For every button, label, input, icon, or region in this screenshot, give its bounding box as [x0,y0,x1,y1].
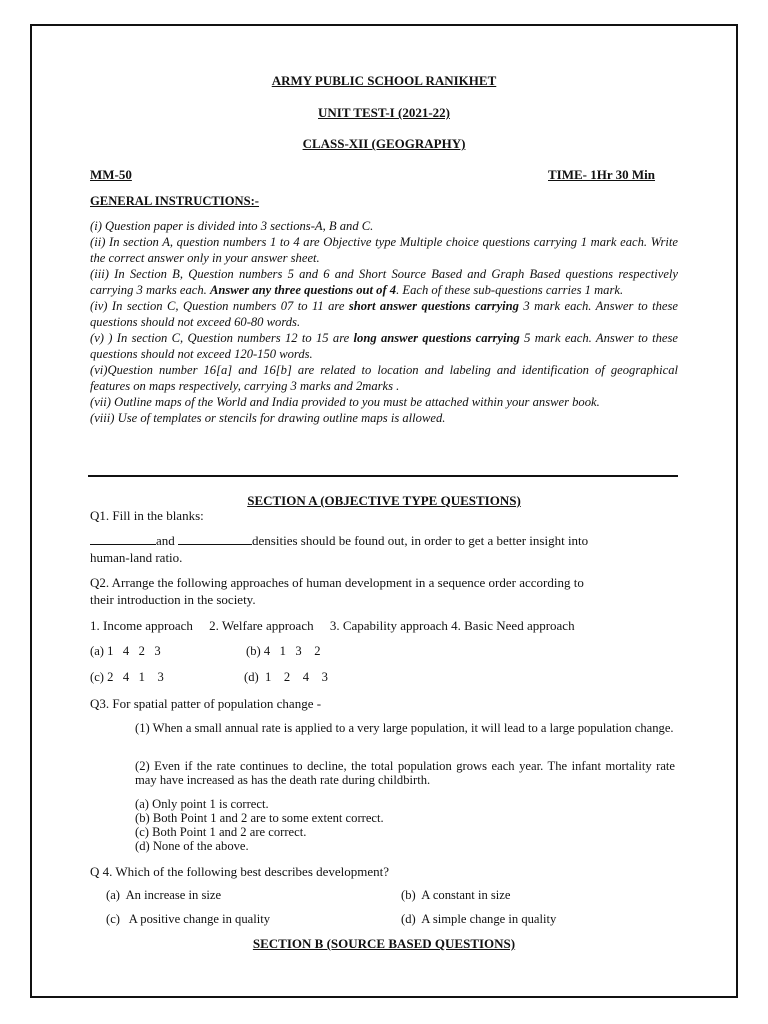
q3-option-c: (c) Both Point 1 and 2 are correct. [135,825,307,839]
instructions-block [90,218,678,426]
instructions-heading: GENERAL INSTRUCTIONS:- [90,194,260,208]
q3-title: Q3. For spatial patter of population change - [90,696,322,711]
q1-line2: human-land ratio. [90,550,183,565]
instruction-iii-bold: Answer any three questions out of 4 [209,283,397,297]
q4-option-c: (c) A positive change in quality [106,912,271,926]
instruction-iii [90,266,678,298]
q3-point-2: (2) Even if the rate continues to decline, the total population grows each year. The infant mortality rate may have increased as has the death rate during childbirth. [135,759,675,787]
instruction-v-tail: 5 mark each. Answer to these questions should not exceed 120-150 words. [90,331,679,361]
blank-1[interactable] [90,534,156,545]
q1-title: Q1. Fill in the blanks: [90,508,204,523]
q1-rest: densities should be found out, in order to get a better insight into [252,533,589,548]
section-a-heading: SECTION A (OBJECTIVE TYPE QUESTIONS) [247,493,521,508]
max-marks: MM-50 [90,167,132,182]
q2-option-a: (a) 1 4 2 3 [90,644,161,658]
instruction-v-text: (v) ) In section C, Question numbers 12 to 15 are [90,331,354,345]
instruction-vii: (vii) Outline maps of the World and India provided to you must be attached within your answer book. [90,395,600,409]
q4-option-b: (b) A constant in size [401,888,511,902]
q2-line1: Q2. Arrange the following approaches of human development in a sequence order according to [90,575,584,590]
instruction-v-bold: long answer questions carrying [353,331,520,345]
instruction-iv-tail: 3 mark each. Answer to these questions should not exceed 60-80 words. [90,299,678,329]
divider-line [88,475,678,477]
school-name: ARMY PUBLIC SCHOOL RANIKHET [271,73,497,88]
q3-option-d: (d) None of the above. [135,839,249,853]
q4-title: Q 4. Which of the following best describes development? [90,864,390,879]
instruction-viii: (viii) Use of templates or stencils for drawing outline maps is allowed. [90,411,446,425]
instruction-iv [90,298,678,330]
q2-option-d: (d) 1 2 4 3 [244,670,328,684]
q3-option-b: (b) Both Point 1 and 2 are to some extent correct. [135,811,384,825]
instruction-iii-text: (iii) In Section B, Question numbers 5 and 6 and Short Source Based and Graph Based questions respectively carrying 3 marks each. [90,267,678,297]
q3-point-1: (1) When a small annual rate is applied to a very large population, it will lead to a large population change. [135,721,674,735]
q1-line1 [90,533,588,549]
q2-option-c: (c) 2 4 1 3 [90,670,164,684]
instruction-vi: (vi)Question number 16[a] and 16[b] are related to location and labeling and identification of geographical features on maps respectively, carrying 3 marks and 2marks . [90,363,678,393]
instruction-iv-bold: short answer questions carrying [348,299,519,313]
q4-option-a: (a) An increase in size [106,888,222,902]
instruction-v [90,330,678,362]
section-b-heading: SECTION B (SOURCE BASED QUESTIONS) [252,936,516,951]
q2-items: 1. Income approach 2. Welfare approach 3. Capability approach 4. Basic Need approach [90,618,575,633]
test-title: UNIT TEST-I (2021-22) [318,105,450,120]
q1-and: and [156,533,179,548]
instruction-iv-text: (iv) In section C, Question numbers 07 to 11 are [90,299,349,313]
q4-option-d: (d) A simple change in quality [401,912,557,926]
class-title: CLASS-XII (GEOGRAPHY) [302,136,466,151]
q3-option-a: (a) Only point 1 is correct. [135,797,269,811]
instruction-iii-tail: . Each of these sub-questions carries 1 mark. [396,283,624,297]
time-allowed: TIME- 1Hr 30 Min [548,167,656,182]
instruction-ii: (ii) In section A, question numbers 1 to 4 are Objective type Multiple choice questions carrying 1 mark each. Write the correct answer only in your answer sheet. [90,235,678,265]
instruction-i: (i) Question paper is divided into 3 sections-A, B and C. [90,219,374,233]
q2-option-b: (b) 4 1 3 2 [246,644,321,658]
blank-2[interactable] [178,534,252,545]
q2-line2: their introduction in the society. [90,592,256,607]
